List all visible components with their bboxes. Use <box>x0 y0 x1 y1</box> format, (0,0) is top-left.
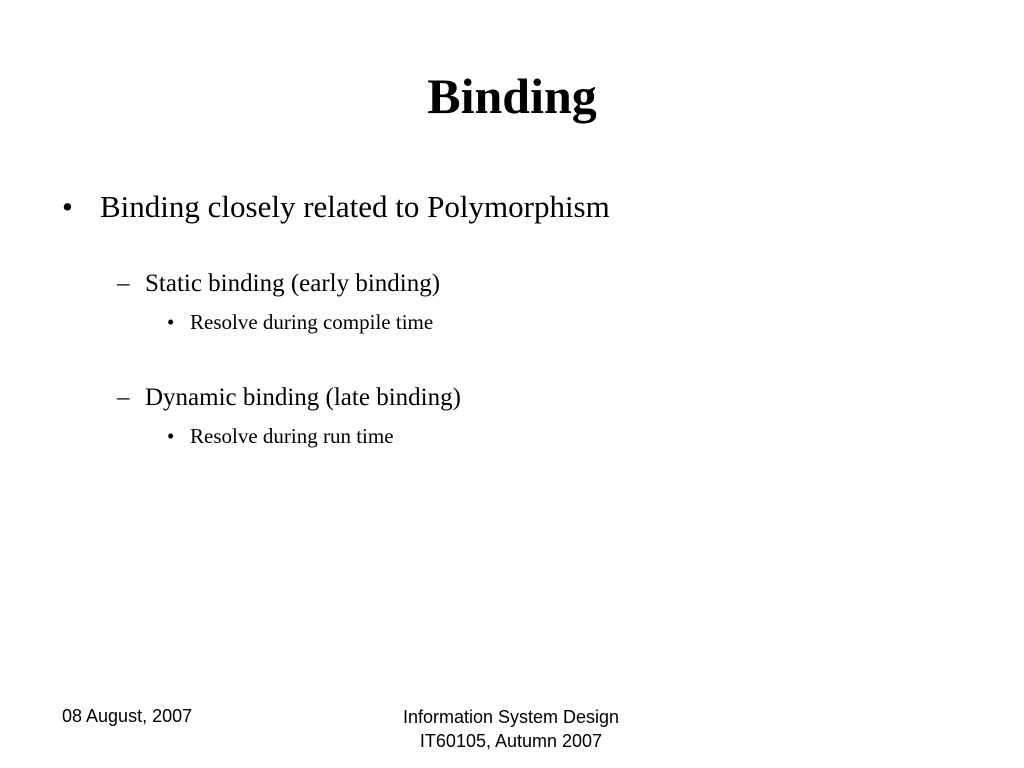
footer-date: 08 August, 2007 <box>62 706 193 726</box>
footer-course <box>361 705 661 753</box>
slide-title: Binding <box>427 68 597 124</box>
sub-bullet-marker: • <box>167 310 175 334</box>
sub-bullet-marker: • <box>167 424 175 448</box>
dash-marker: – <box>117 384 130 411</box>
dynamic-binding-text: Dynamic binding (late binding) <box>145 384 461 411</box>
static-binding-text: Static binding (early binding) <box>145 270 441 297</box>
dynamic-binding-detail: Resolve during run time <box>190 424 394 448</box>
footer-course-code: IT60105, Autumn 2007 <box>419 731 603 751</box>
footer-course-title: Information System Design <box>402 707 620 727</box>
static-binding-detail: Resolve during compile time <box>190 310 434 334</box>
dash-marker: – <box>117 270 130 297</box>
bullet-marker: • <box>62 189 73 224</box>
bullet-main-text: Binding closely related to Polymorphism <box>100 189 610 224</box>
